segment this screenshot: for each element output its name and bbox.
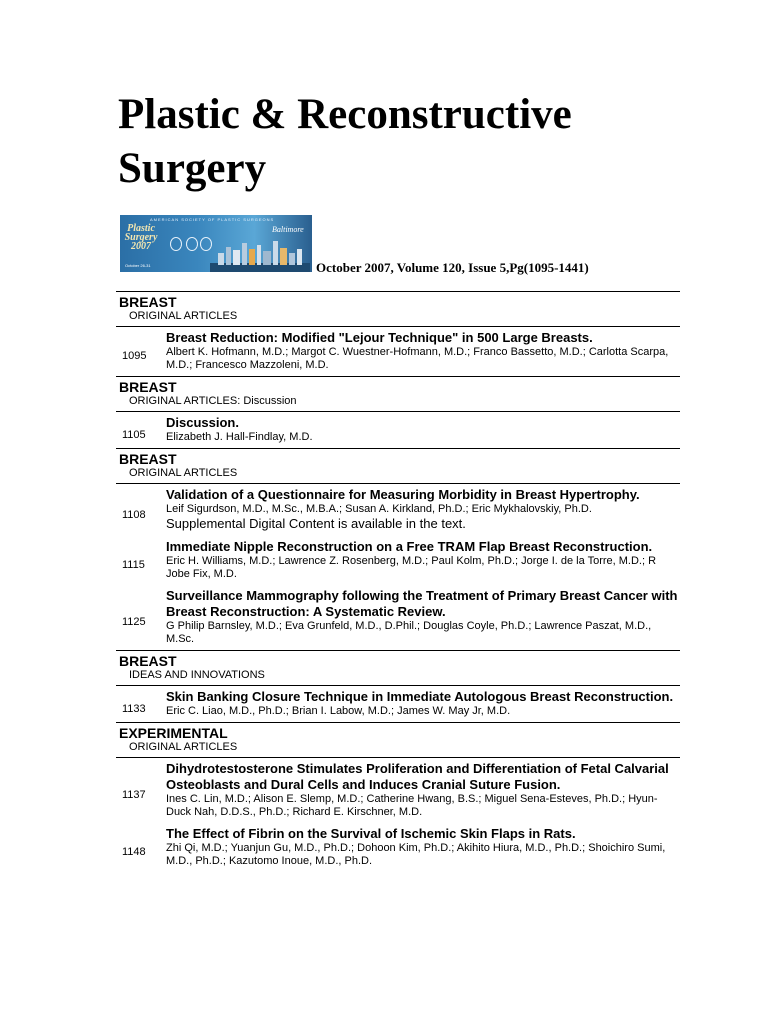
toc-section <box>116 376 680 411</box>
article-entry <box>116 686 680 722</box>
article-entry <box>116 484 680 536</box>
article-page-number: 1125 <box>122 616 146 628</box>
section-heading: BREAST <box>119 294 177 310</box>
article-page-number: 1105 <box>122 428 146 441</box>
article-page-number: 1115 <box>122 559 145 571</box>
article-authors: Eric C. Liao, M.D., Ph.D.; Brian I. Labow, M.D.; James W. May Jr, M.D. <box>166 705 511 717</box>
banner-city: Baltimore <box>272 225 304 234</box>
article-entry <box>116 327 680 376</box>
article-authors: Zhi Qi, M.D.; Yuanjun Gu, M.D., Ph.D.; Dohoon Kim, Ph.D.; Akihito Hiura, M.D., Ph.D.; Shoichiro Sumi, M.D., Ph.D.; Kazutomo Inoue, M.D., Ph.D. <box>166 842 666 867</box>
toc-section <box>116 448 680 483</box>
article-entry <box>116 585 680 650</box>
toc-section <box>116 291 680 326</box>
article-authors: Eric H. Williams, M.D.; Lawrence Z. Rosenberg, M.D.; Paul Kolm, Ph.D.; Jorge I. de la Torre, M.D.; R Jobe Fix, M.D. <box>166 555 657 580</box>
article-note: Supplemental Digital Content is available in the text. <box>166 516 466 531</box>
banner-dates: October 26-31 <box>125 263 151 268</box>
section-subheading: ORIGINAL ARTICLES: Discussion <box>129 395 297 407</box>
article-authors: Albert K. Hofmann, M.D.; Margot C. Wuestner-Hofmann, M.D.; Franco Bassetto, M.D.; Carlotta Scarpa, M.D.; Francesco Mazzoleni, M.D. <box>166 346 669 371</box>
article-page-number: 1108 <box>122 508 146 521</box>
section-subheading: IDEAS AND INNOVATIONS <box>129 669 265 681</box>
section-heading: BREAST <box>119 451 177 467</box>
section-subheading: ORIGINAL ARTICLES <box>129 467 238 479</box>
article-entry <box>116 758 680 823</box>
article-page-number: 1148 <box>122 846 146 858</box>
article-page-number: 1095 <box>122 350 147 362</box>
section-subheading: ORIGINAL ARTICLES <box>129 741 238 753</box>
banner-brand: Plastic Surgery 2007 <box>124 223 158 252</box>
banner-org: AMERICAN SOCIETY OF PLASTIC SURGEONS <box>150 217 275 222</box>
city-skyline-icon <box>210 235 310 272</box>
section-heading: BREAST <box>119 653 177 669</box>
section-article-list <box>116 757 680 872</box>
section-article-list <box>116 326 680 376</box>
article-title-link[interactable]: Skin Banking Closure Technique in Immediate Autologous Breast Reconstruction. <box>166 689 674 704</box>
seal-icon <box>186 237 198 251</box>
article-body <box>166 689 680 718</box>
article-body <box>166 761 680 819</box>
section-subheading: ORIGINAL ARTICLES <box>129 310 238 322</box>
article-authors: Elizabeth J. Hall-Findlay, M.D. <box>166 431 313 443</box>
article-title-link[interactable]: Breast Reduction: Modified "Lejour Technique" in 500 Large Breasts. <box>166 330 593 345</box>
section-article-list <box>116 685 680 722</box>
article-body <box>166 330 680 372</box>
journal-title-line-1: Plastic & Reconstructive <box>118 91 572 138</box>
section-heading: EXPERIMENTAL <box>119 725 228 741</box>
toc-section <box>116 722 680 757</box>
article-page-number: 1133 <box>122 702 146 715</box>
journal-title-line-2: Surgery <box>118 145 267 192</box>
seal-icon <box>170 237 182 251</box>
conference-banner-image <box>120 215 312 272</box>
article-body <box>166 487 680 532</box>
article-body <box>166 415 680 444</box>
table-of-contents <box>116 291 680 872</box>
article-body <box>166 826 680 868</box>
article-title-link[interactable]: Dihydrotestosterone Stimulates Proliferation and Differentiation of Fetal Calvarial Osteoblasts and Dural Cells and Induces Cranial Suture Fusion. <box>166 761 669 792</box>
article-body <box>166 539 680 581</box>
article-authors: Ines C. Lin, M.D.; Alison E. Slemp, M.D.; Catherine Hwang, B.S.; Miguel Sena-Esteves, Ph.D.; Hyun-Duck Nah, D.D.S., Ph.D.; Richard E. Kirschner, M.D. <box>166 793 658 818</box>
article-entry <box>116 412 680 448</box>
article-authors: Leif Sigurdson, M.D., M.Sc., M.B.A.; Susan A. Kirkland, Ph.D.; Eric Mykhalovskiy, Ph.D. <box>166 503 592 515</box>
article-title-link[interactable]: Validation of a Questionnaire for Measuring Morbidity in Breast Hypertrophy. <box>166 487 640 502</box>
article-title-link[interactable]: Discussion. <box>166 415 239 430</box>
toc-section <box>116 650 680 685</box>
article-body <box>166 588 680 646</box>
article-entry <box>116 823 680 872</box>
section-article-list <box>116 483 680 650</box>
article-title-link[interactable]: Surveillance Mammography following the Treatment of Primary Breast Cancer with Breast Reconstruction: A Systematic Review. <box>166 588 678 619</box>
section-article-list <box>116 411 680 448</box>
article-entry <box>116 536 680 585</box>
section-heading: BREAST <box>119 379 177 395</box>
article-title-link[interactable]: The Effect of Fibrin on the Survival of Ischemic Skin Flaps in Rats. <box>166 826 576 841</box>
article-page-number: 1137 <box>122 789 146 801</box>
article-title-link[interactable]: Immediate Nipple Reconstruction on a Free TRAM Flap Breast Reconstruction. <box>166 539 653 554</box>
issue-info: October 2007, Volume 120, Issue 5,Pg(1095-1441) <box>316 260 589 275</box>
article-authors: G Philip Barnsley, M.D.; Eva Grunfeld, M.D., D.Phil.; Douglas Coyle, Ph.D.; Lawrence Paszat, M.D., M.Sc. <box>166 620 652 645</box>
journal-title <box>118 88 718 196</box>
